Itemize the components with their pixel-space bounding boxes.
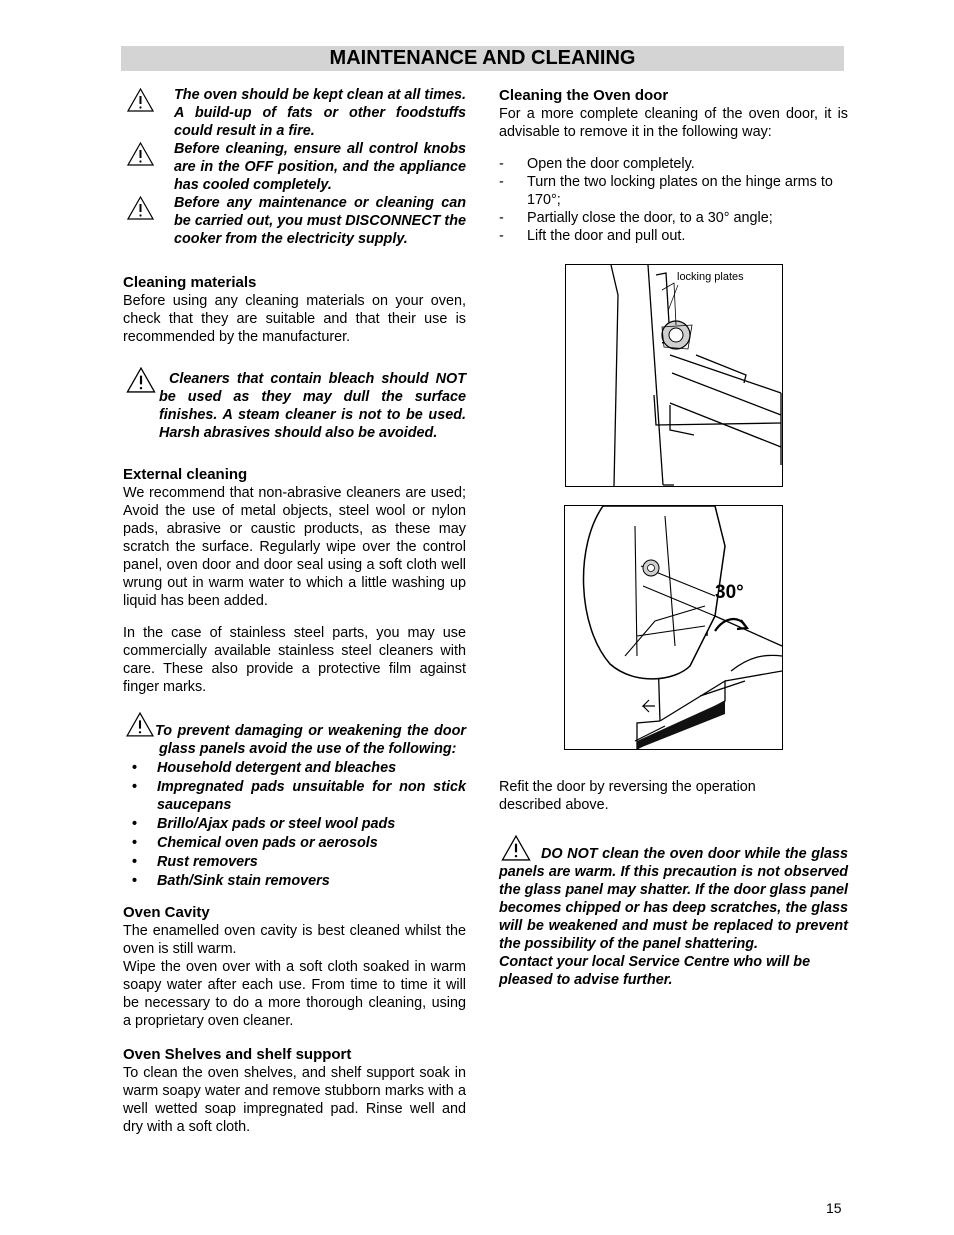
left-column <box>123 86 466 1136</box>
warning-clean <box>123 86 466 140</box>
hinge-drawing <box>566 265 782 486</box>
warning-door-glass <box>499 845 848 989</box>
list-item: • Chemical oven pads or aerosols <box>123 834 466 852</box>
avoid-list <box>123 759 466 890</box>
warning-text: Before cleaning, ensure all control knobs are in the OFF position, and the appliance has cooled completely. <box>174 141 466 193</box>
section-heading-external: External cleaning <box>123 466 248 483</box>
warning-icon <box>127 196 154 220</box>
shelves-text: To clean the oven shelves, and shelf support soak in warm soapy water and remove stubborn marks with a well wetted soap impregnated pad. Rinse well and dry with a soft cloth. <box>123 1065 466 1135</box>
list-item <box>499 155 848 173</box>
final-warning <box>499 845 848 989</box>
warning-icon <box>126 712 154 737</box>
list-item: • Impregnated pads unsuitable for non stick saucepans <box>123 778 466 814</box>
warning-text-contact: Contact your local Service Centre who will be pleased to advise further. <box>499 954 811 988</box>
warning-text: To prevent damaging or weakening the door glass panels avoid the use of the following: <box>155 723 466 757</box>
right-column <box>499 87 848 245</box>
page-number: 15 <box>826 1200 842 1216</box>
list-item <box>499 209 848 227</box>
door-drawing <box>565 506 782 749</box>
list-item <box>499 173 848 209</box>
step-text: Partially close the door, to a 30° angle; <box>527 210 773 226</box>
warning-text: Before any maintenance or cleaning can be carried out, you must DISCONNECT the cooker from the electricity supply. <box>174 195 466 247</box>
hinge-illustration <box>565 264 783 487</box>
list-item: • Rust removers <box>123 853 466 871</box>
door-steps <box>499 155 848 245</box>
section-heading-cavity: Oven Cavity <box>123 904 210 921</box>
cavity-text-2: Wipe the oven over with a soft cloth soaked in warm soapy water after each use. From time to time it will be necessary to do a more thorough cleaning, using a proprietary oven cleaner. <box>123 959 466 1029</box>
list-item: • Household detergent and bleaches <box>123 759 466 777</box>
warning-knobs <box>123 140 466 194</box>
warning-icon <box>127 142 154 166</box>
warning-text: Cleaners that contain bleach should NOT be used as they may dull the surface finishes. A steam cleaner is not to be used. Harsh abrasives should also be avoided. <box>159 371 466 441</box>
section-heading-shelves: Oven Shelves and shelf support <box>123 1046 352 1063</box>
dash: - <box>499 174 504 190</box>
section-heading-door: Cleaning the Oven door <box>499 87 669 104</box>
step-text: Lift the door and pull out. <box>527 228 686 244</box>
refit-text: Refit the door by reversing the operation described above. <box>499 779 756 813</box>
list-item: • Brillo/Ajax pads or steel wool pads <box>123 815 466 833</box>
external-text-2: In the case of stainless steel parts, you may use commercially available stainless steel cleaners with care. These also provide a protective film against finger marks. <box>123 625 466 695</box>
list-item: • Bath/Sink stain removers <box>123 872 466 890</box>
step-text: Turn the two locking plates on the hinge arms to 170°; <box>527 174 833 208</box>
warning-glass <box>123 722 466 758</box>
materials-text: Before using any cleaning materials on your oven, check that they are suitable and that their use is recommended by the manufacturer. <box>123 293 466 345</box>
figure-label: locking plates <box>677 271 744 283</box>
warning-disconnect <box>123 194 466 248</box>
warning-bleach <box>123 370 466 442</box>
warning-icon <box>127 88 154 112</box>
door-angle-illustration <box>564 505 783 750</box>
warning-icon <box>501 835 531 861</box>
page-title: MAINTENANCE AND CLEANING <box>121 46 844 71</box>
step-text: Open the door completely. <box>527 156 695 172</box>
cavity-text-1: The enamelled oven cavity is best cleaned whilst the oven is still warm. <box>123 923 466 957</box>
warning-text: DO NOT clean the oven door while the glass panels are warm. If this precaution is not observed the glass panel may shatter. If the door glass panel becomes chipped or has deep scratches, the glass will be weakened and must be replaced to prevent the possibility of the panel shattering. <box>499 846 848 952</box>
dash: - <box>499 156 504 172</box>
dash: - <box>499 228 504 244</box>
warning-icon <box>126 367 156 393</box>
external-text-1: We recommend that non-abrasive cleaners are used; Avoid the use of metal objects, steel wool or nylon pads, abrasive or caustic products, as these may scratch the surface. Regularly wipe over the control panel, oven door and door seal using a soft cloth well wrung out in warm water to which a little washing up liquid has been added. <box>123 485 466 609</box>
angle-label: 30° <box>715 582 744 603</box>
warning-text: The oven should be kept clean at all times. A build-up of fats or other foodstuffs could result in a fire. <box>174 87 466 139</box>
door-intro: For a more complete cleaning of the oven door, it is advisable to remove it in the following way: <box>499 106 848 140</box>
dash: - <box>499 210 504 226</box>
refit-block <box>499 778 799 814</box>
section-heading-materials: Cleaning materials <box>123 274 257 291</box>
list-item <box>499 227 848 245</box>
